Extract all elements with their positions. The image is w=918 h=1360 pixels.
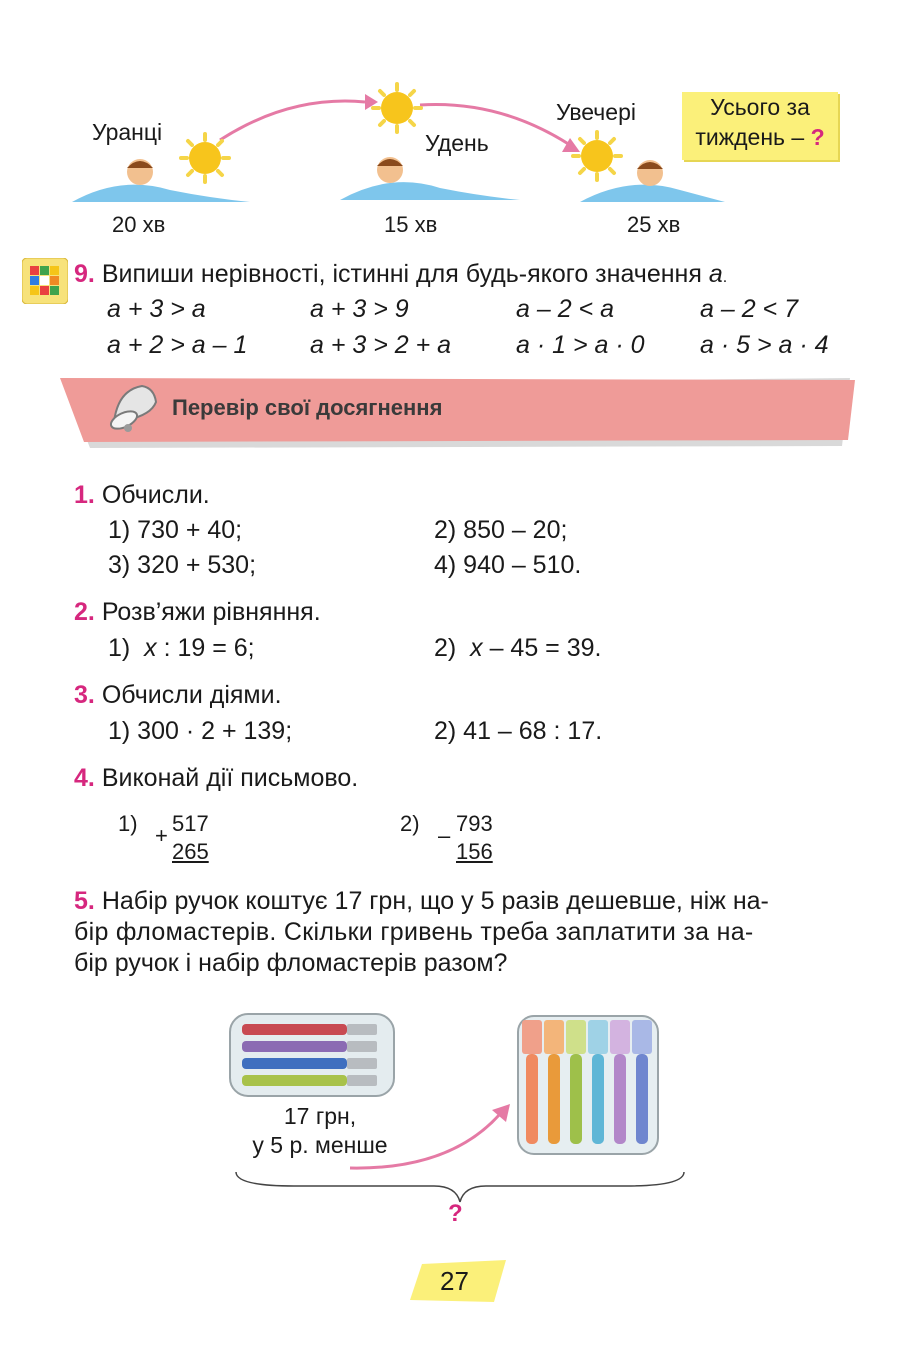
markers-case-image — [516, 1014, 660, 1156]
total-line1: Усього за — [710, 94, 810, 120]
task3-number: 3. — [74, 681, 95, 709]
task3-heading — [74, 680, 282, 710]
task2-item2: 2) x – 45 = 39. — [434, 634, 602, 662]
task4-title: Виконай дії письмово. — [101, 764, 359, 792]
calc2-bottom: 156 — [456, 839, 493, 864]
water-day — [340, 182, 520, 200]
water-morning — [72, 185, 250, 202]
sun-evening-icon — [573, 132, 621, 180]
task1-item3: 3) 320 + 530; — [108, 551, 257, 579]
task1-item4: 4) 940 – 510. — [434, 551, 582, 579]
task1-number: 1. — [74, 481, 95, 509]
task9-dot: . — [722, 269, 728, 286]
rubik-cube-icon — [22, 258, 68, 304]
day-time: 15 хв — [384, 212, 438, 237]
calc1-sign: + — [155, 823, 168, 848]
task4-number: 4. — [74, 764, 95, 792]
total-question-mark: ? — [448, 1200, 463, 1227]
task2-title: Розв’яжи рівняння. — [101, 598, 321, 626]
evening-time: 25 хв — [627, 212, 681, 237]
calc2-top: 793 — [456, 811, 493, 836]
water-evening — [580, 185, 725, 202]
task5-line3: бір ручок і набір фломастерів разом? — [74, 949, 508, 977]
ineq-1-3: a – 2 < a — [516, 295, 614, 323]
ineq-1-1: a + 3 > a — [107, 295, 206, 323]
task5-line2: бір фломастерів. Скільки гривень треба заплатити за на- — [74, 918, 754, 946]
task3-item2: 2) 41 – 68 : 17. — [434, 717, 603, 745]
calc2-label: 2) — [400, 811, 420, 836]
calc1-top: 517 — [172, 811, 209, 836]
task9-number: 9. — [74, 260, 95, 288]
sun-day-icon — [373, 84, 421, 132]
task1-item1: 1) 730 + 40; — [108, 516, 243, 544]
price-line1: 17 грн, — [283, 1103, 357, 1129]
task1-title: Обчисли. — [101, 481, 210, 509]
ineq-2-4: a · 5 > a · 4 — [700, 331, 829, 359]
task1-heading — [74, 480, 210, 510]
task3-item1: 1) 300 · 2 + 139; — [108, 717, 293, 745]
total-question: ? — [810, 124, 825, 150]
task9-text: Випиши нерівності, істинні для будь-якого значення — [101, 260, 702, 288]
swim-illustration — [60, 80, 740, 220]
task2-heading — [74, 597, 321, 627]
evening-label: Увечері — [556, 99, 636, 125]
price-line2: у 5 р. менше — [252, 1132, 388, 1158]
task5-line1 — [74, 886, 769, 916]
ineq-1-2: a + 3 > 9 — [310, 295, 409, 323]
morning-time: 20 хв — [112, 212, 166, 237]
ineq-2-3: a · 1 > a · 0 — [516, 331, 645, 359]
task1-item2: 2) 850 – 20; — [434, 516, 568, 544]
task3-title: Обчисли діями. — [101, 681, 282, 709]
total-sticky-note — [682, 92, 838, 160]
total-line2: тиждень – ? — [695, 124, 825, 150]
task9-var: a — [708, 260, 723, 288]
task5-text1: Набір ручок коштує 17 грн, що у 5 разів дешевше, ніж на- — [101, 887, 769, 915]
calc1-label: 1) — [118, 811, 138, 836]
arrow-morning-to-day — [220, 101, 365, 140]
banner-title: Перевір свої досягнення — [172, 395, 443, 420]
morning-label: Уранці — [92, 119, 163, 145]
task2-item1: 1) x : 19 = 6; — [108, 634, 255, 662]
task5-number: 5. — [74, 887, 95, 915]
ineq-1-4: a – 2 < 7 — [700, 295, 798, 323]
pens-case-image — [228, 1012, 396, 1098]
ineq-2-1: a + 2 > a – 1 — [107, 331, 248, 359]
calc1-bottom: 265 — [172, 839, 209, 864]
ineq-2-2: a + 3 > 2 + a — [310, 331, 452, 359]
task2-number: 2. — [74, 598, 95, 626]
day-label: Удень — [425, 130, 489, 156]
bell-icon — [104, 378, 164, 438]
calc2-sign: – — [438, 823, 451, 848]
task9-line — [74, 259, 727, 293]
page-number: 27 — [440, 1266, 469, 1296]
sun-morning-icon — [181, 134, 229, 182]
task4-heading — [74, 763, 358, 793]
